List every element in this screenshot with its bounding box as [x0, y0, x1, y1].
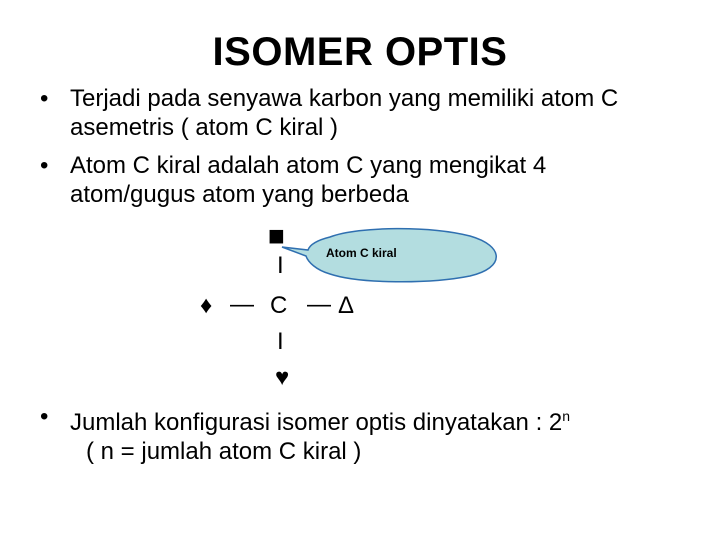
- slide-title: ISOMER OPTIS: [212, 30, 508, 74]
- bond-bottom: I: [277, 328, 284, 355]
- bullet-marker: •: [40, 403, 49, 430]
- bullet-marker: •: [40, 85, 49, 112]
- bond-top: I: [277, 252, 284, 279]
- bullet-line: atom/gugus atom yang berbeda: [70, 181, 409, 208]
- bullet-line: ( n = jumlah atom C kiral ): [86, 438, 362, 465]
- top-group-square: ■: [268, 220, 285, 251]
- bullet-line: [70, 402, 570, 437]
- callout-label: Atom C kiral: [326, 246, 397, 260]
- bond-left: —: [230, 291, 254, 318]
- bottom-group-heart: ♥: [275, 364, 290, 391]
- bullet-line-text: Jumlah konfigurasi isomer optis dinyatakan : 2: [70, 409, 563, 436]
- bullet-line: Atom C kiral adalah atom C yang mengikat 4: [70, 152, 547, 179]
- bullet-marker: •: [40, 152, 49, 179]
- right-group-triangle: Δ: [338, 292, 355, 319]
- left-group-diamond: ♦: [200, 292, 213, 319]
- bullet-line: Terjadi pada senyawa karbon yang memiliki atom C: [70, 85, 619, 112]
- bullet-line: asemetris ( atom C kiral ): [70, 114, 339, 141]
- exponent: n: [562, 408, 571, 424]
- center-carbon: C: [270, 292, 288, 319]
- bond-right: —: [307, 291, 331, 318]
- bullet-text: [70, 402, 570, 466]
